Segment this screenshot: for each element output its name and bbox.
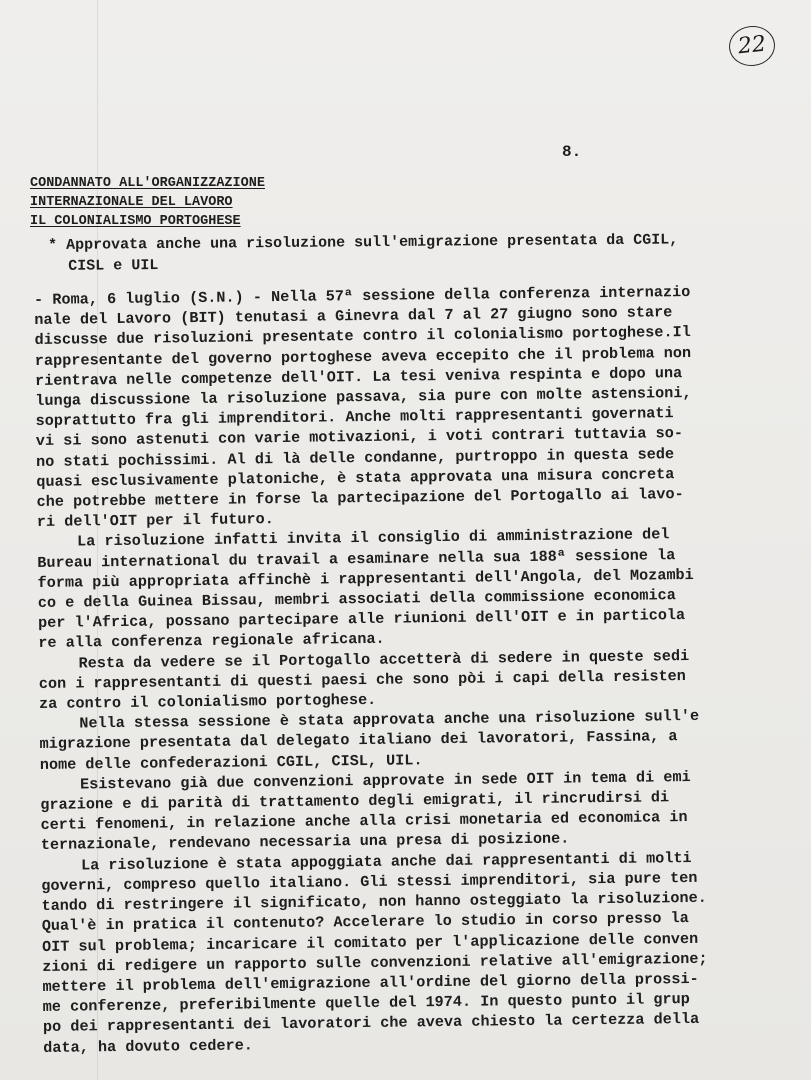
body-line: vi si sono astenuti con varie motivazioni, i voti contrari tuttavia so- bbox=[35, 424, 684, 451]
heading-line: IL COLONIALISMO PORTOGHESE bbox=[30, 214, 241, 229]
heading-line: CONDANNATO ALL'ORGANIZZAZIONE bbox=[30, 176, 265, 191]
body-line: co e della Guinea Bissau, membri associati della commissione economica bbox=[37, 586, 676, 613]
article-subheading bbox=[48, 229, 748, 277]
body-line: La risoluzione è stata appoggiata anche dai rappresentanti di molti bbox=[80, 848, 692, 875]
body-line: Esistevano già due convenzioni approvate in sede OIT in tema di emi bbox=[79, 767, 691, 794]
body-line: nale del Lavoro (BIT) tenutasi a Ginevra dal 7 al 27 giugno sono stare bbox=[34, 303, 673, 330]
body-line: lunga discussione la risoluzione passava, sia pure con molte astensioni, bbox=[35, 383, 692, 411]
body-line: che potrebbe mettere in forse la partecipazione del Portogallo ai lavo- bbox=[36, 485, 684, 512]
subheading-line: CISL e UIL bbox=[68, 257, 159, 275]
article-body bbox=[34, 281, 763, 1057]
body-line: po dei rappresentanti dei lavoratori che aveva chiesto la certezza della bbox=[42, 1010, 700, 1037]
body-line: per l'Africa, possano partecipare alle riunioni dell'OIT e in particola bbox=[37, 606, 686, 633]
body-line: quasi esclusivamente platoniche, è stata approvata una misura concreta bbox=[36, 465, 675, 491]
body-line: no stati pochissimi. Al di là delle condanne, purtroppo in questa sede bbox=[35, 444, 675, 471]
page-number: 8. bbox=[562, 143, 582, 161]
body-line: ri dell'OIT per il futuro. bbox=[36, 510, 274, 532]
body-line: migrazione presentata dal delegato italiano dei lavoratori, Fassina, a bbox=[39, 727, 678, 754]
body-line: - Roma, 6 luglio (S.N.) - Nella 57ª sessione della conferenza internazio bbox=[34, 282, 691, 309]
archive-number-stamp: 22 bbox=[727, 24, 777, 69]
body-line: certi fenomeni, in relazione anche alla crisi monetaria ed economica in bbox=[40, 808, 688, 835]
body-line: re alla conferenza regionale africana. bbox=[38, 630, 385, 653]
body-line: data, ha dovuto cedere. bbox=[43, 1035, 253, 1057]
body-line: Nella stessa sessione è stata approvata anche una risoluzione sull'e bbox=[79, 707, 700, 733]
body-line: tando di restringere il significato, non hanno osteggiato la risoluzione. bbox=[41, 888, 707, 916]
body-line: mettere il problema dell'emigrazione all'ordine del giorno della prossi- bbox=[42, 969, 699, 996]
body-line: discusse due risoluzioni presentate contro il colonialismo portoghese.Il bbox=[34, 323, 691, 350]
body-line: ternazionale, rendevano necessaria una presa di posizione. bbox=[40, 829, 570, 855]
body-line: soprattutto fra gli imprenditori. Anche molti rappresentanti governati bbox=[35, 404, 674, 431]
body-line: rappresentante del governo portoghese aveva eccepito che il problema non bbox=[34, 343, 692, 370]
body-line: Resta da vedere se il Portogallo accetterà di sedere in queste sedi bbox=[78, 646, 690, 673]
body-line: Bureau international du travail a esaminare nella sua 188ª sessione la bbox=[37, 545, 676, 572]
body-line: OIT sul problema; incaricare il comitato per l'applicazione delle conven bbox=[41, 929, 699, 956]
body-line: grazione e di parità di trattamento degli emigrati, il rincrudirsi di bbox=[40, 788, 670, 815]
subheading-line: * Approvata anche una risoluzione sull'emigrazione presentata da CGIL, bbox=[48, 231, 679, 254]
body-line: governi, compreso quello italiano. Gli stessi imprenditori, sia pure ten bbox=[41, 868, 698, 895]
body-line: nome delle confederazioni CGIL, CISL, UIL. bbox=[39, 750, 423, 774]
body-line: La risoluzione infatti invita il consiglio di amministrazione del bbox=[76, 525, 670, 551]
body-line: forma più appropriata affinchè i rappresentanti dell'Angola, del Mozambi bbox=[37, 565, 694, 592]
body-line: me conferenze, preferibilmente quelle del 1974. In questo punto il grup bbox=[42, 990, 690, 1017]
body-line: rientrava nelle competenze dell'OIT. La tesi veniva respinta e dopo una bbox=[34, 363, 683, 390]
body-line: zioni di redigere un rapporto sulle convenzioni relative all'emigrazione; bbox=[42, 949, 708, 976]
body-line: con i rappresentanti di questi paesi che sono pòi i capi della resisten bbox=[38, 666, 686, 693]
body-line: Qual'è in pratica il contenuto? Accelerare lo studio in corso presso la bbox=[41, 909, 689, 936]
body-line: za contro il colonialismo portoghese. bbox=[38, 690, 377, 714]
article-heading bbox=[30, 174, 265, 231]
heading-line: INTERNAZIONALE DEL LAVORO bbox=[30, 195, 233, 210]
